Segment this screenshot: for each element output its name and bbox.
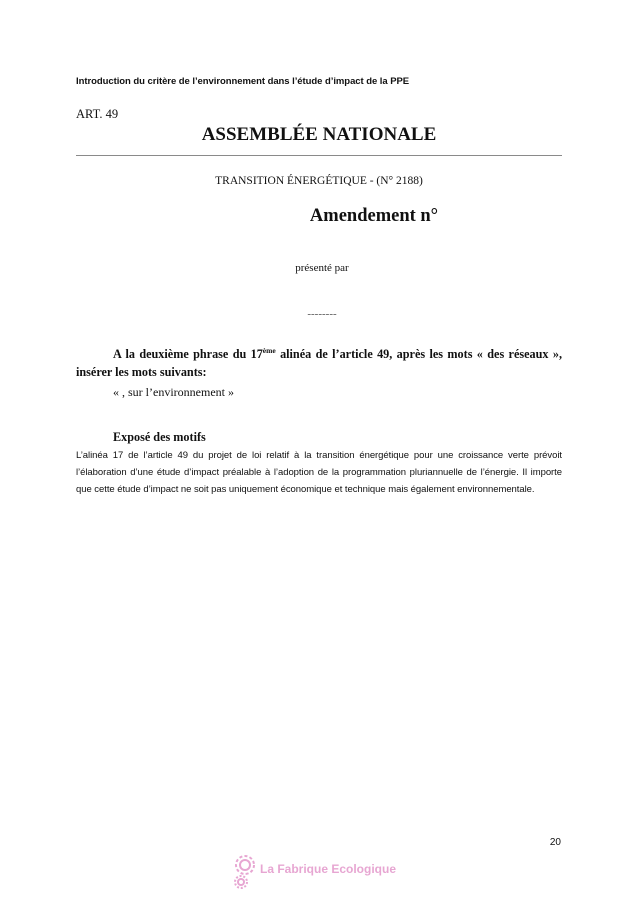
- gear-flower-icon: [232, 852, 262, 892]
- article-reference: ART. 49: [76, 107, 119, 121]
- footer-logo: [232, 852, 402, 892]
- amendment-text-part-2: alinéa de l’article 49, après les mots « des réseaux », insérer les mots suivants:: [76, 347, 562, 379]
- separator-dashes: --------: [307, 308, 337, 320]
- inserted-words: « , sur l’environnement »: [113, 385, 234, 399]
- motifs-title: Exposé des motifs: [113, 430, 206, 444]
- amendment-text-part-1: A la deuxième phrase du 17: [113, 347, 263, 361]
- running-header: Introduction du critère de l’environnement dans l’étude d’impact de la PPE: [76, 76, 410, 87]
- horizontal-rule: [76, 155, 562, 156]
- presented-by: présenté par: [295, 262, 349, 274]
- amendment-text: [76, 345, 562, 381]
- amendment-text-superscript: ème: [262, 346, 276, 355]
- page-number: 20: [549, 837, 561, 848]
- motifs-paragraph: L’alinéa 17 de l’article 49 du projet de loi relatif à la transition énergétique pour une croissance verte prévoit l’élaboration d’une étude d’impact préalable à l’adoption de la programmation pluriannuelle de l’énergie. Il importe que cette étude d’impact ne soit pas uniquement économique et technique mais également environnementale.: [76, 450, 562, 496]
- institution-title: ASSEMBLÉE NATIONALE: [201, 124, 437, 145]
- bill-title: TRANSITION ÉNERGÉTIQUE - (N° 2188): [215, 175, 423, 187]
- amendment-title: Amendement n°: [309, 206, 439, 226]
- logo-text: La Fabrique Ecologique: [260, 862, 397, 876]
